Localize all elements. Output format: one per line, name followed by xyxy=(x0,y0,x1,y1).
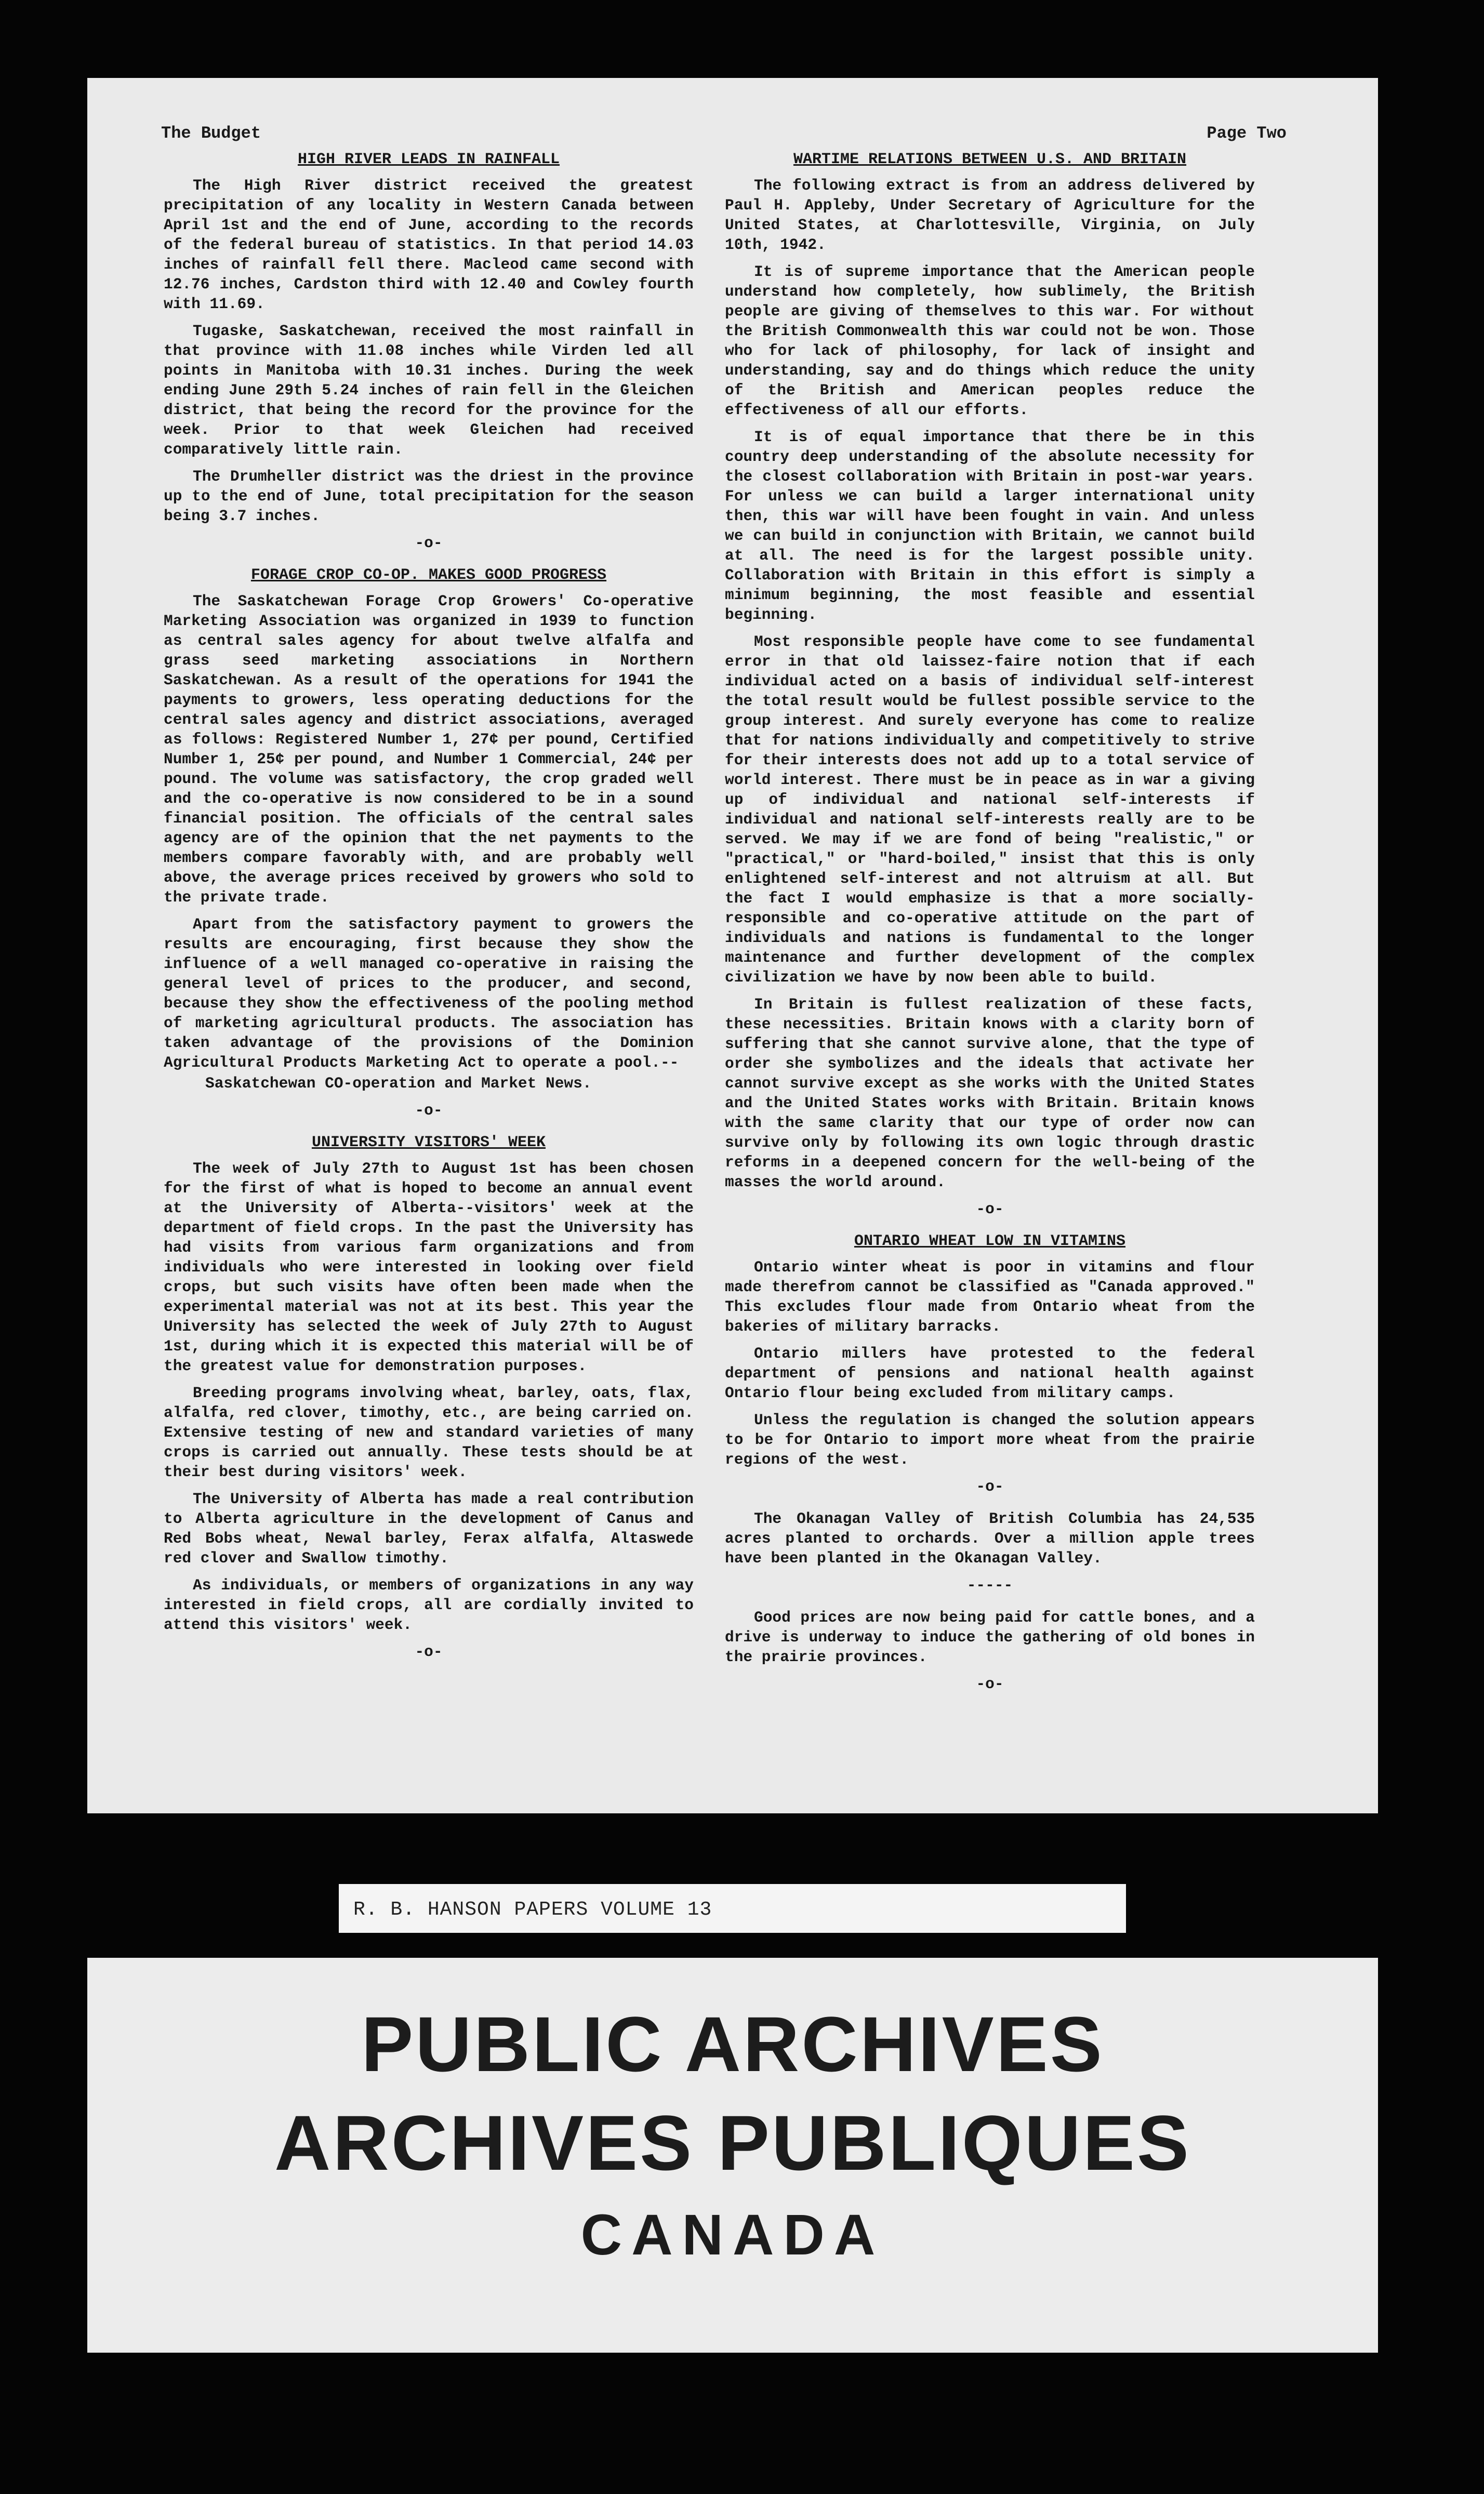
paragraph: The High River district received the greatest precipitation of any locality in Western Canada between April 1st and the end of June, according to the records of the federal bureau of statistics. In that period 14.03 inches of rainfall fell there. Macleod came second with 12.76 inches, Cardston third with 12.40 and Cowley fourth with 11.69. xyxy=(164,177,694,313)
article-ontario-wheat xyxy=(725,1231,1255,1469)
stamp-line-english: PUBLIC ARCHIVES xyxy=(361,2000,1104,2088)
paragraph: It is of supreme importance that the American people understand how completely, how sublimely, the British people are giving of themselves to this war. For without the British Commonwealth this war could not be won. Those who for lack of philosophy, for lack of insight and understanding, say and do things which reduce the unity of the British and American peoples reduce the effectiveness of all our efforts. xyxy=(725,263,1255,419)
left-column xyxy=(164,150,694,1674)
paragraph: As individuals, or members of organizations in any way interested in field crops, all are cordially invited to attend this visitors' week. xyxy=(164,1576,694,1634)
article-wartime-relations xyxy=(725,150,1255,1192)
separator: -o- xyxy=(415,1102,443,1119)
right-column xyxy=(725,150,1255,1706)
headline-high-river: HIGH RIVER LEADS IN RAINFALL xyxy=(297,151,560,168)
article-university-visitors xyxy=(164,1133,694,1635)
paragraph: Unless the regulation is changed the solution appears to be for Ontario to import more wheat from the prairie regions of the west. xyxy=(725,1411,1255,1468)
paragraph: The week of July 27th to August 1st has been chosen for the first of what is hoped to become an annual event at the University of Alberta--visitors' week at the department of field crops. In the past the University has had visits from various farm organizations and from individuals who were interested in looking over field crops, but such visits have often been made when the experimental material was not at its best. This year the University has selected the week of July 27th to August 1st, during which it is expected this material will be of the greatest value for demonstration purposes. xyxy=(164,1160,694,1375)
news-item-cattle-bones: Good prices are now being paid for cattle bones, and a drive is underway to induce the gathering of old bones in the prairie provinces. xyxy=(725,1609,1255,1666)
separator: -o- xyxy=(415,534,443,552)
stamp-line-french: ARCHIVES PUBLIQUES xyxy=(274,2099,1191,2186)
paragraph: It is of equal importance that there be in this country deep understanding of the absolute necessity for the closest collaboration with Britain in post-war years. For unless we can build a larger international unity then, this war will have been fought in vain. And unless we can build in conjunction with Britain, we cannot build at all. The need is for the largest possible unity. Collaboration with Britain in this effort is simply a minimum beginning, the most feasible and essential beginning. xyxy=(725,428,1255,624)
separator: -o- xyxy=(976,1200,1004,1218)
paragraph: Ontario millers have protested to the federal department of pensions and national health against Ontario flour being excluded from military camps. xyxy=(725,1345,1255,1402)
stamp-line-country: CANADA xyxy=(580,2203,885,2267)
archives-stamp xyxy=(87,1958,1378,2353)
paragraph: The Drumheller district was the driest in the province up to the end of June, total precipitation for the season being 3.7 inches. xyxy=(164,468,694,525)
paragraph: The University of Alberta has made a real contribution to Alberta agriculture in the development of Canus and Red Bobs wheat, Newal barley, Ferax alfalfa, Altaswede red clover and Swallow timothy. xyxy=(164,1490,694,1567)
headline-forage-crop: FORAGE CROP CO-OP. MAKES GOOD PROGRESS xyxy=(250,566,607,584)
article-high-river xyxy=(164,150,694,526)
headline-ontario-wheat: ONTARIO WHEAT LOW IN VITAMINS xyxy=(854,1232,1126,1250)
article-forage-crop xyxy=(164,565,694,1093)
paragraph: In Britain is fullest realization of these facts, these necessities. Britain knows with a clarity born of suffering that she cannot survive alone, that the type of order she symbolizes and the ideals that activate her cannot survive except as she works with the United States and the United States works with Britain. Britain knows with the same clarity that our type of order now can survive only by following its own logic through drastic reforms in a deepened concern for the well-being of the masses the world around. xyxy=(725,996,1255,1191)
paragraph: Tugaske, Saskatchewan, received the most rainfall in that province with 11.08 inches while Virden led all points in Manitoba with 10.31 inches. During the week ending June 29th 5.24 inches of rain fell in the Gleichen district, that being the record for the province for the week. Prior to that week Gleichen had received comparatively little rain. xyxy=(164,322,694,458)
newsletter-title: The Budget xyxy=(161,124,261,143)
archive-volume-label: R. B. HANSON PAPERS VOLUME 13 xyxy=(339,1884,1126,1933)
separator: -o- xyxy=(976,1675,1004,1693)
paragraph: Most responsible people have come to see fundamental error in that old laissez-faire notion that if each individual acted on a basis of individual self-interest the total result would be fullest possible service to the group interest. And surely everyone has come to realize that for nations individually and competitively to strive for their interests does not add up to a total service of world interest. There must be in peace as in war a giving up of individual and national self-interests if individual and national self-interests really are to be served. We may if we are fond of being "realistic," or "practical," or "hard-boiled," insist that this is only enlightened self-interest and not altruism at all. But the fact I would emphasize is that a more socially-responsible and co-operative attitude on the part of individuals and nations is fundamental to the longer maintenance and further development of the complex civilization we have by now been able to build. xyxy=(725,633,1255,986)
news-item-okanagan: The Okanagan Valley of British Columbia has 24,535 acres planted to orchards. Over a million apple trees have been planted in the Okanagan Valley. xyxy=(725,1510,1255,1567)
paragraph: The Saskatchewan Forage Crop Growers' Co-operative Marketing Association was organized in 1939 to function as central sales agency for about twelve alfalfa and grass seed marketing associations in Northern Saskatchewan. As a result of the operations for 1941 the payments to growers, less operating deductions for the central sales agency and district associations, averaged as follows: Registered Number 1, 27¢ per pound, Certified Number 1, 25¢ per pound, and Number 1 Commercial, 24¢ per pound. The volume was satisfactory, the crop graded well and the co-operative is now considered to be in a sound financial position. The officials of the central sales agency are of the opinion that the net payments to the members compare favorably with, and are probably well above, the average prices received by growers who sold to the private trade. xyxy=(164,592,694,906)
separator: ----- xyxy=(966,1576,1013,1594)
page-number: Page Two xyxy=(1207,124,1287,143)
headline-wartime-relations: WARTIME RELATIONS BETWEEN U.S. AND BRITAIN xyxy=(793,151,1187,168)
paragraph: Ontario winter wheat is poor in vitamins and flour made therefrom cannot be classified as "Canada approved." This excludes flour made from Ontario wheat from the bakeries of military barracks. xyxy=(725,1258,1255,1335)
paragraph: Breeding programs involving wheat, barley, oats, flax, alfalfa, red clover, timothy, etc., are being carried on. Extensive testing of new and standard varieties of many crops is carried out annually. These tests should be at their best during visitors' week. xyxy=(164,1384,694,1481)
paragraph: The following extract is from an address delivered by Paul H. Appleby, Under Secretary of Agriculture for the United States, at Charlottesville, Virginia, on July 10th, 1942. xyxy=(725,177,1255,254)
headline-university-visitors: UNIVERSITY VISITORS' WEEK xyxy=(311,1134,546,1151)
separator: -o- xyxy=(415,1643,443,1661)
source-credit: Saskatchewan CO-operation and Market News. xyxy=(205,1074,592,1092)
separator: -o- xyxy=(976,1478,1004,1495)
paragraph: Apart from the satisfactory payment to growers the results are encouraging, first because they show the influence of a well managed co-operative in raising the general level of prices to the producer, and second, because they show the effectiveness of the pooling method of marketing agricultural products. The association has taken advantage of the provisions of the Dominion Agricultural Products Marketing Act to operate a pool.-- xyxy=(164,916,694,1071)
